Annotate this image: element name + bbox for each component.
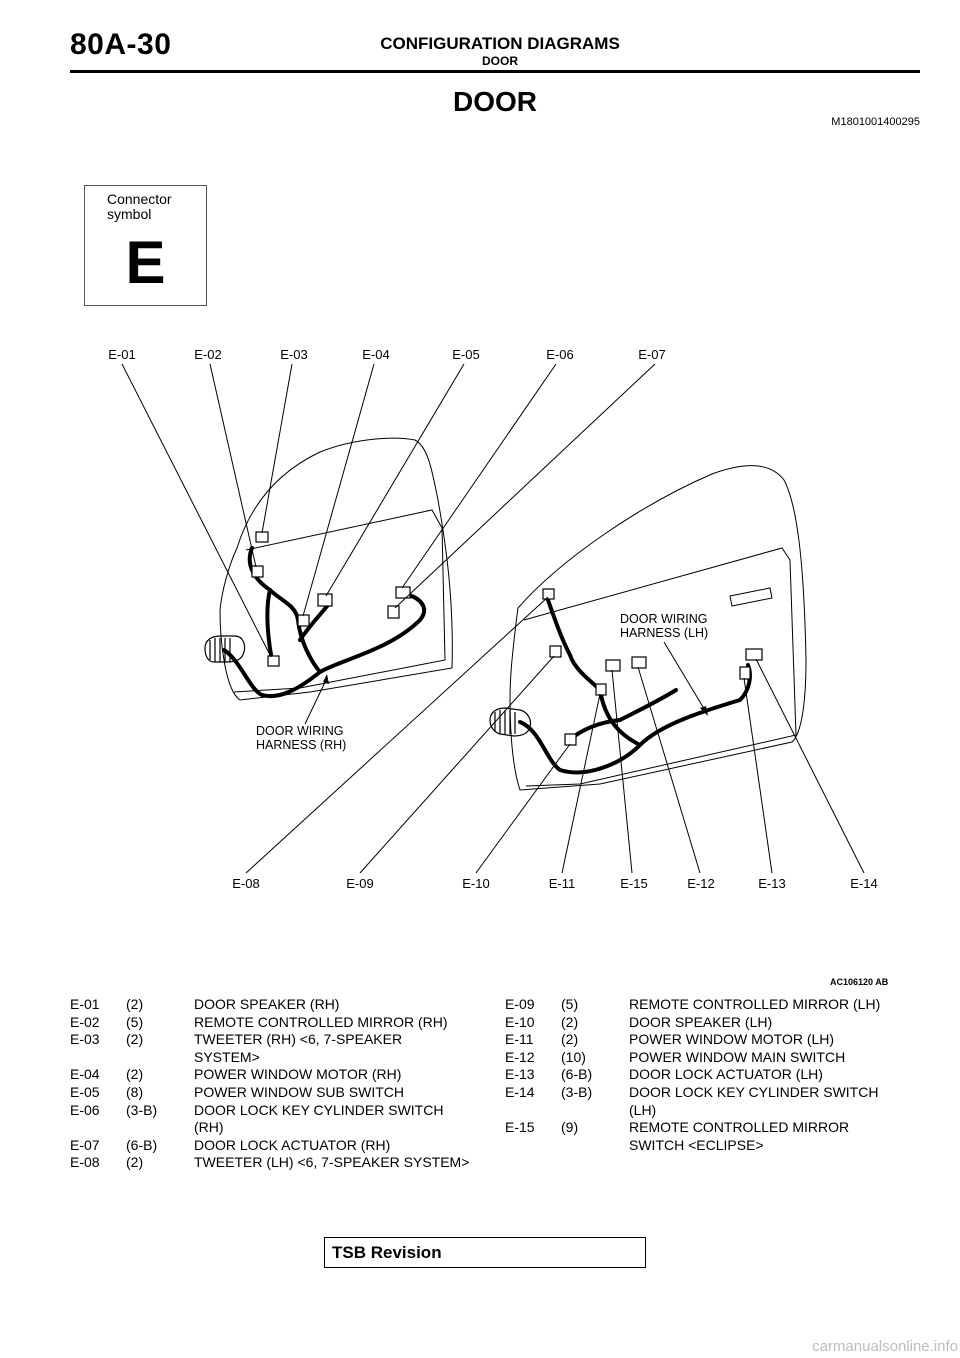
label-e12: E-12: [687, 876, 715, 891]
legend-row: [70, 1154, 470, 1172]
legend-row: [70, 1066, 470, 1084]
legend-pins: (6-B): [561, 1066, 593, 1083]
legend-code: E-07: [70, 1136, 100, 1153]
legend-row: [505, 1031, 905, 1049]
legend-pins: (5): [561, 996, 579, 1012]
section-subtitle: DOOR: [482, 54, 518, 68]
legend-desc: TWEETER (RH) <6, 7-SPEAKER SYSTEM>: [194, 1031, 403, 1065]
legend-code: E-05: [70, 1083, 100, 1100]
page-number: 80A-30: [70, 28, 172, 61]
legend-code: E-06: [70, 1101, 100, 1118]
connector-e09: [550, 646, 561, 657]
legend-desc: DOOR LOCK KEY CYLINDER SWITCH (RH): [194, 1101, 444, 1136]
label-e10: E-10: [462, 876, 490, 891]
legend-pins: (2): [126, 1066, 144, 1083]
label-e07: E-07: [638, 347, 666, 362]
label-e06: E-06: [546, 347, 574, 362]
legend-desc: DOOR LOCK ACTUATOR (LH): [629, 1066, 823, 1083]
connector-e11: [596, 684, 606, 695]
legend-pins: (8): [126, 1083, 144, 1100]
connector-e13: [740, 667, 750, 679]
legend-desc: TWEETER (LH) <6, 7-SPEAKER SYSTEM>: [194, 1154, 470, 1171]
legend-pins: (10): [561, 1048, 586, 1065]
connector-e01: [268, 656, 279, 666]
legend-row: [505, 1119, 905, 1154]
legend-code: E-13: [505, 1066, 535, 1083]
legend-desc: POWER WINDOW SUB SWITCH: [194, 1083, 404, 1100]
legend-desc: DOOR SPEAKER (LH): [629, 1013, 773, 1030]
legend-pins: (2): [126, 1154, 144, 1171]
connector-e12: [632, 657, 646, 668]
label-e01: E-01: [108, 347, 136, 362]
harness-lh-label-line2: HARNESS (LH): [620, 626, 709, 640]
label-e05: E-05: [452, 347, 480, 362]
legend-row: [505, 1066, 905, 1084]
watermark: carmanualsonline.info: [812, 1338, 958, 1355]
label-e02: E-02: [194, 347, 222, 362]
door-wiring-diagram: [0, 330, 960, 990]
label-e14: E-14: [850, 876, 878, 891]
connector-e15: [606, 660, 620, 671]
connector-symbol-letter: E: [125, 229, 166, 296]
header-rule: [70, 70, 920, 73]
legend-pins: (9): [561, 1119, 579, 1136]
legend-code: E-01: [70, 996, 100, 1012]
legend-pins: (5): [126, 1013, 144, 1030]
legend-row: [70, 1102, 470, 1137]
connector-e07: [388, 606, 399, 618]
legend-row: [70, 1031, 470, 1066]
legend-desc: DOOR LOCK KEY CYLINDER SWITCH (LH): [629, 1083, 879, 1118]
legend-pins: (2): [561, 1013, 579, 1030]
legend-row: [505, 1014, 905, 1032]
connector-legend-left: [70, 996, 470, 1172]
harness-rh-label-line1: DOOR WIRING: [256, 724, 344, 738]
label-e13: E-13: [758, 876, 786, 891]
legend-row: [70, 1137, 470, 1155]
legend-code: E-03: [70, 1031, 100, 1048]
label-e03: E-03: [280, 347, 308, 362]
legend-row: [505, 996, 905, 1014]
label-e04: E-04: [362, 347, 390, 362]
connector-symbol-box: [84, 185, 207, 306]
legend-pins: (6-B): [126, 1136, 158, 1153]
connector-e10: [565, 734, 576, 745]
legend-desc: POWER WINDOW MAIN SWITCH: [629, 1048, 846, 1065]
connector-e14: [746, 649, 762, 660]
legend-code: E-11: [505, 1031, 534, 1048]
legend-code: E-10: [505, 1013, 535, 1030]
legend-desc: DOOR SPEAKER (RH): [194, 996, 340, 1012]
legend-desc: DOOR LOCK ACTUATOR (RH): [194, 1136, 391, 1153]
connector-e05: [318, 594, 332, 606]
legend-desc: REMOTE CONTROLLED MIRROR (LH): [629, 996, 881, 1012]
legend-row: [70, 996, 470, 1014]
legend-row: [505, 1084, 905, 1119]
label-e09: E-09: [346, 876, 374, 891]
lh-door-handle: [730, 588, 772, 606]
label-e08: E-08: [232, 876, 260, 891]
label-e15: E-15: [620, 876, 648, 891]
connector-e04: [298, 615, 309, 626]
legend-pins: (2): [561, 1031, 579, 1048]
connector-e02: [252, 566, 263, 577]
legend-code: E-15: [505, 1119, 535, 1136]
legend-desc: REMOTE CONTROLLED MIRROR SWITCH <ECLIPSE>: [629, 1119, 850, 1153]
label-e11: E-11: [548, 876, 576, 891]
legend-desc: POWER WINDOW MOTOR (RH): [194, 1066, 402, 1083]
legend-row: [70, 1084, 470, 1102]
legend-code: E-12: [505, 1048, 535, 1065]
document-code: M1801001400295: [831, 116, 920, 128]
legend-code: E-04: [70, 1066, 100, 1083]
page-title: DOOR: [453, 86, 537, 117]
connector-symbol-label: Connector symbol: [107, 191, 172, 222]
section-title: CONFIGURATION DIAGRAMS: [380, 34, 620, 53]
tsb-revision-label: TSB Revision: [332, 1243, 442, 1262]
harness-lh-label-line1: DOOR WIRING: [620, 612, 708, 626]
legend-code: E-09: [505, 996, 535, 1012]
figure-reference-code: AC106120 AB: [830, 977, 889, 987]
legend-desc: REMOTE CONTROLLED MIRROR (RH): [194, 1013, 448, 1030]
connector-legend-right: [505, 996, 905, 1154]
tsb-revision-box: [324, 1237, 646, 1268]
legend-code: E-08: [70, 1154, 100, 1171]
legend-desc: POWER WINDOW MOTOR (LH): [629, 1031, 835, 1048]
legend-row: [70, 1014, 470, 1032]
legend-code: E-14: [505, 1083, 535, 1100]
legend-pins: (3-B): [126, 1101, 158, 1118]
connector-e08: [543, 589, 554, 599]
legend-pins: (2): [126, 1031, 144, 1048]
legend-pins: (2): [126, 996, 144, 1012]
legend-pins: (3-B): [561, 1083, 593, 1100]
legend-row: [505, 1049, 905, 1067]
legend-code: E-02: [70, 1013, 100, 1030]
harness-rh-label-line2: HARNESS (RH): [256, 738, 347, 752]
connector-e03: [256, 532, 268, 542]
